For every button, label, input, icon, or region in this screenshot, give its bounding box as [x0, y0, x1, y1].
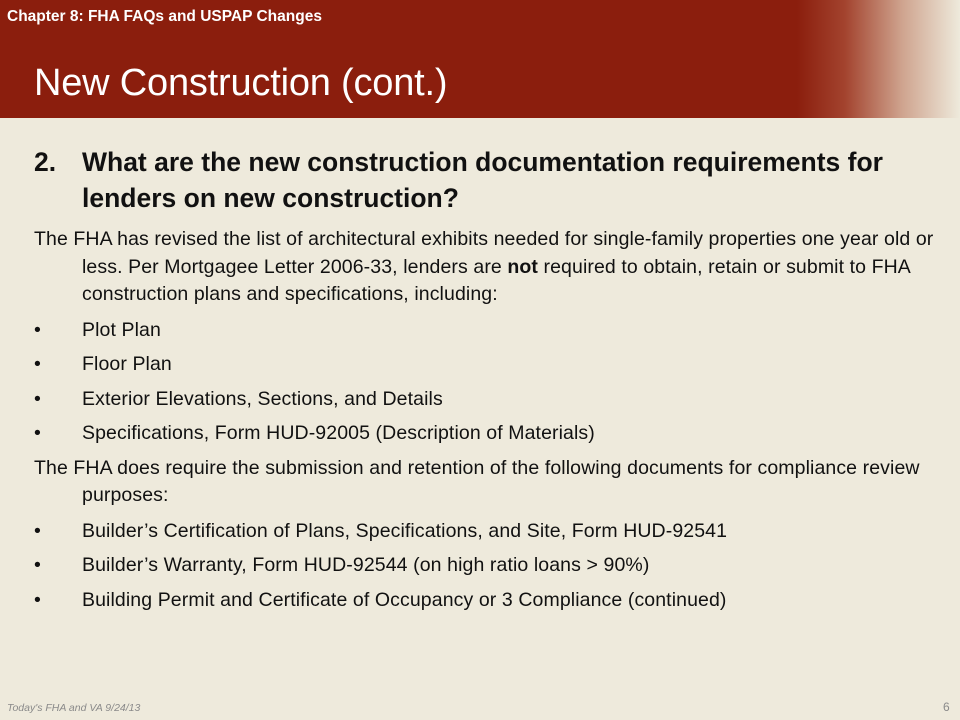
bullet-marker: •	[34, 554, 41, 576]
bullet-marker: •	[34, 519, 41, 542]
paragraph-text-start: The FHA has revised the list of architectural exhibits needed for single-family properties one year old or less. Per Mortgagee Letter 2006-33, lenders are	[34, 228, 934, 278]
list-item-text: Plot Plan	[82, 318, 161, 341]
list-item-text: Builder’s Warranty, Form HUD-92544 (on high ratio loans > 90%)	[82, 554, 650, 576]
list-item	[34, 587, 934, 615]
bullet-marker: •	[34, 318, 41, 341]
list-item-text: Floor Plan	[82, 353, 172, 375]
footer-text: Today's FHA and VA 9/24/13	[7, 702, 141, 714]
list-item	[34, 386, 934, 414]
list-item	[34, 351, 934, 379]
list-item-text: Specifications, Form HUD-92005 (Description of Materials)	[82, 422, 595, 444]
chapter-label: Chapter 8: FHA FAQs and USPAP Changes	[7, 8, 322, 25]
slide-title: New Construction (cont.)	[34, 62, 448, 104]
list-item	[34, 317, 934, 345]
bullet-marker: •	[34, 387, 41, 410]
question-number: 2.	[34, 147, 57, 177]
page-number: 6	[943, 700, 950, 714]
list-item-text: Building Permit and Certificate of Occupancy or 3 Compliance (continued)	[82, 588, 727, 611]
bullet-marker: •	[34, 353, 41, 375]
paragraph-architectural-exhibits	[34, 226, 934, 309]
paragraph-required-documents: The FHA does require the submission and retention of the following documents for compliance review purposes:	[34, 456, 920, 506]
list-item	[34, 518, 934, 546]
list-item	[34, 552, 934, 580]
question-heading	[34, 144, 934, 216]
bullet-marker: •	[34, 422, 41, 444]
emphasis-not: not	[507, 255, 538, 278]
slide-header	[0, 0, 960, 118]
slide-content	[34, 144, 934, 621]
list-item	[34, 420, 934, 448]
list-item-text: Exterior Elevations, Sections, and Details	[82, 387, 443, 410]
list-item-text: Builder’s Certification of Plans, Specifications, and Site, Form HUD-92541	[82, 519, 728, 542]
question-text: What are the new construction documentation requirements for lenders on new construction?	[82, 147, 883, 213]
bullet-marker: •	[34, 588, 41, 611]
paragraph-text-end: required to obtain, retain or submit to FHA construction plans and specifications, including:	[82, 255, 910, 305]
